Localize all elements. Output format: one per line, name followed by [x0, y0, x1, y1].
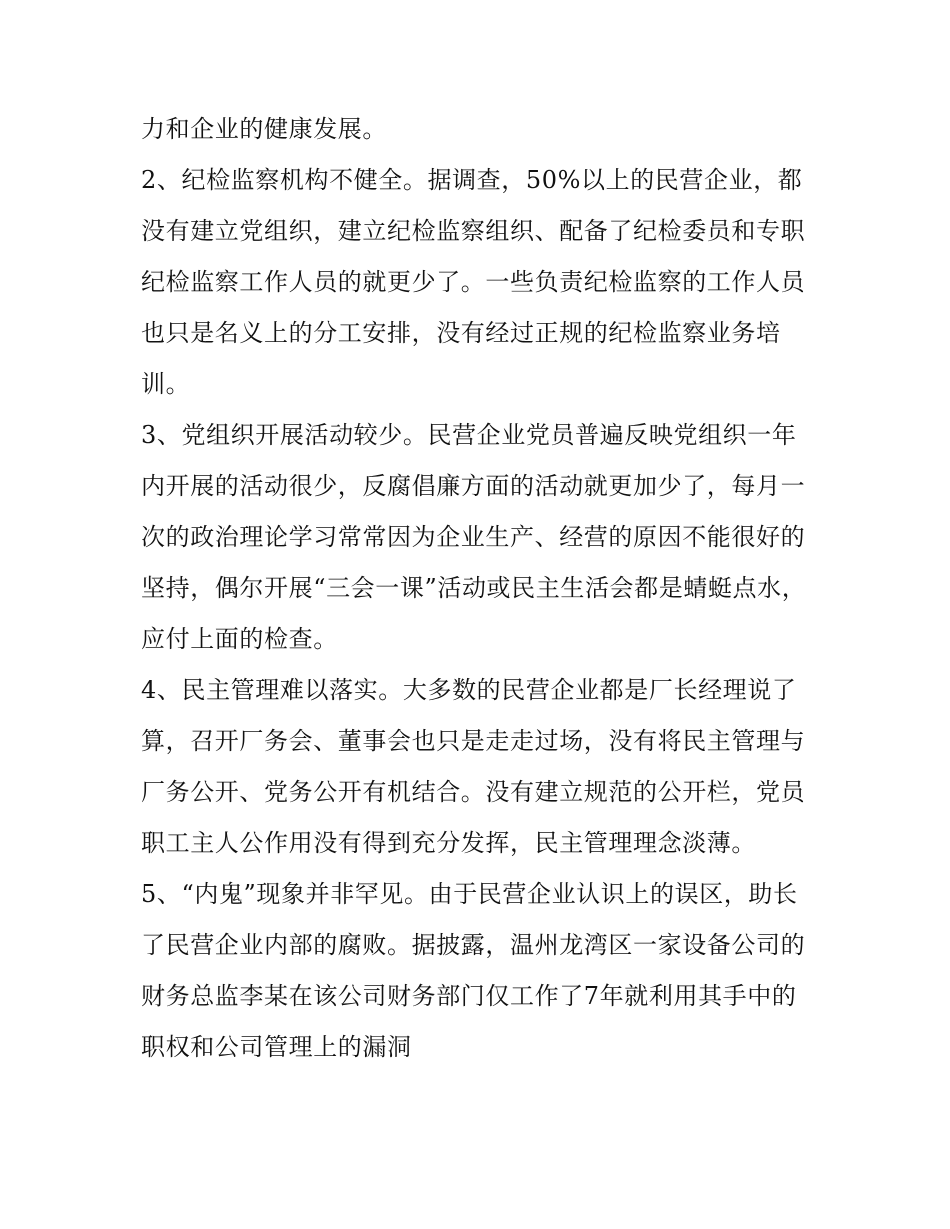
text-line-10: 坚持，偶尔开展“三会一课”活动或民主生活会都是蜻蜓点水， [141, 574, 807, 602]
text-line-13: 算，召开厂务会、董事会也只是走走过场，没有将民主管理与 [141, 727, 806, 755]
text-line-5: 也只是名义上的分工安排，没有经过正规的纪检监察业务培 [141, 319, 781, 347]
text-line-3: 没有建立党组织，建立纪检监察组织、配备了纪检委员和专职 [141, 217, 806, 245]
text-line-14: 厂务公开、党务公开有机结合。没有建立规范的公开栏，党员 [141, 778, 806, 806]
text-line-6: 训。 [141, 370, 191, 398]
document-body [141, 108, 821, 1077]
text-line-7: 3、党组织开展活动较少。民营企业党员普遍反映党组织一年 [141, 421, 797, 449]
text-line-17: 了民营企业内部的腐败。据披露，温州龙湾区一家设备公司的 [141, 931, 806, 959]
text-line-2: 2、纪检监察机构不健全。据调查，50%以上的民营企业，都 [141, 166, 803, 194]
text-line-1: 力和企业的健康发展。 [141, 115, 387, 143]
text-line-9: 次的政治理论学习常常因为企业生产、经营的原因不能很好的 [141, 523, 806, 551]
text-line-16: 5、“内鬼”现象并非罕见。由于民营企业认识上的误区，助长 [141, 880, 798, 908]
text-line-11: 应付上面的检查。 [141, 625, 338, 653]
text-line-4: 纪检监察工作人员的就更少了。一些负责纪检监察的工作人员 [141, 268, 806, 296]
text-line-12: 4、民主管理难以落实。大多数的民营企业都是厂长经理说了 [141, 676, 797, 704]
text-line-15: 职工主人公作用没有得到充分发挥，民主管理理念淡薄。 [141, 829, 756, 857]
text-line-18: 财务总监李某在该公司财务部门仅工作了7年就利用其手中的 [141, 982, 797, 1010]
text-line-8: 内开展的活动很少，反腐倡廉方面的活动就更加少了，每月一 [141, 472, 806, 500]
text-line-19: 职权和公司管理上的漏洞 [141, 1033, 412, 1061]
